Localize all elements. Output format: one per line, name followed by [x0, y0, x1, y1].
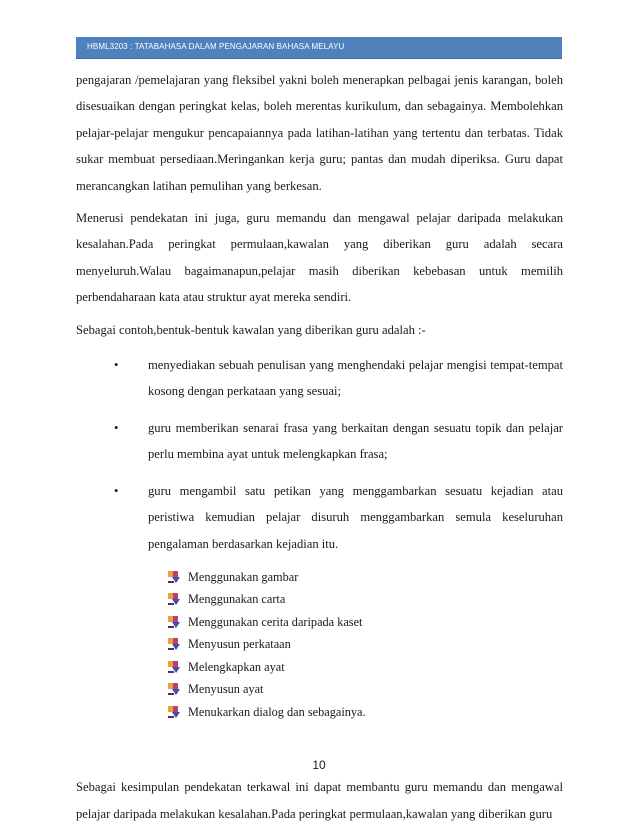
list-item [76, 588, 563, 611]
list-item-text: guru memberikan senarai frasa yang berkaitan dengan sesuatu topik dan pelajar perlu membina ayat untuk melengkapkan frasa; [148, 420, 563, 462]
arrow-bullet-icon [168, 683, 180, 695]
header-title: HBML3203 : TATABAHASA DALAM PENGAJARAN BAHASA MELAYU [87, 42, 345, 51]
bullet-dot-icon: • [114, 420, 119, 435]
arrow-bullet-icon [168, 661, 180, 673]
list-item [76, 633, 563, 656]
list-item-text: guru mengambil satu petikan yang menggambarkan sesuatu kejadian atau peristiwa kemudian pelajar disuruh menggambarkan semula keseluruhan pengalaman berdasarkan kejadian itu. [148, 483, 563, 551]
technique-list [76, 566, 563, 724]
list-item-text: Menukarkan dialog dan sebagainya. [188, 704, 366, 719]
list-item [76, 611, 563, 634]
list-item [76, 415, 563, 468]
arrow-bullet-icon [168, 571, 180, 583]
arrow-bullet-icon [168, 593, 180, 605]
arrow-bullet-icon [168, 706, 180, 718]
list-item [76, 656, 563, 679]
page-content [76, 67, 563, 827]
list-item-text: Menggunakan carta [188, 592, 286, 607]
list-item [76, 678, 563, 701]
list-item [76, 352, 563, 405]
paragraph-examples-intro: Sebagai contoh,bentuk-bentuk kawalan yang diberikan guru adalah :- [76, 322, 426, 337]
list-item [76, 701, 563, 724]
control-forms-list [76, 352, 563, 557]
header-bar [76, 37, 562, 58]
paragraph-approach: Menerusi pendekatan ini juga, guru memandu dan mengawal pelajar daripada melakukan kesalahan.Pada peringkat permulaan,kawalan yang diberikan guru adalah secara menyeluruh.Walau bagaimanapun,pelajar masih diberikan kebebasan untuk memilih perbendaharaan kata atau struktur ayat mereka sendiri. [76, 211, 563, 305]
arrow-bullet-icon [168, 616, 180, 628]
arrow-bullet-icon [168, 638, 180, 650]
list-item-text: Menggunakan gambar [188, 569, 299, 584]
list-item-text: menyediakan sebuah penulisan yang menghendaki pelajar mengisi tempat-tempat kosong dengan perkataan yang sesuai; [148, 358, 563, 399]
paragraph-advantages: pengajaran /pemelajaran yang fleksibel yakni boleh menerapkan pelbagai jenis karangan, boleh disesuaikan dengan peringkat kelas, boleh merentas kurikulum, dan sebagainya. Membolehkan pelajar-pelajar mengukur pencapaiannya pada latihan-latihan yang tertentu dan terbatas. Tidak sukar membuat persediaan.Meringankan kerja guru; pantas dan mudah diperiksa. Guru dapat merancangkan latihan pemulihan yang berkesan. [76, 73, 563, 193]
list-item [76, 566, 563, 589]
paragraph-conclusion: Sebagai kesimpulan pendekatan terkawal ini dapat membantu guru memandu dan mengawal pelajar daripada melakukan kesalahan.Pada peringkat permulaan,kawalan yang diberikan guru [76, 780, 563, 821]
bullet-dot-icon: • [114, 483, 119, 498]
list-item-text: Menggunakan cerita daripada kaset [188, 614, 363, 629]
list-item-text: Melengkapkan ayat [188, 659, 285, 674]
list-item-text: Menyusun perkataan [188, 637, 291, 652]
list-item-text: Menyusun ayat [188, 682, 264, 697]
page-number: 10 [312, 758, 326, 772]
list-item [76, 478, 563, 557]
bullet-dot-icon: • [114, 358, 119, 373]
